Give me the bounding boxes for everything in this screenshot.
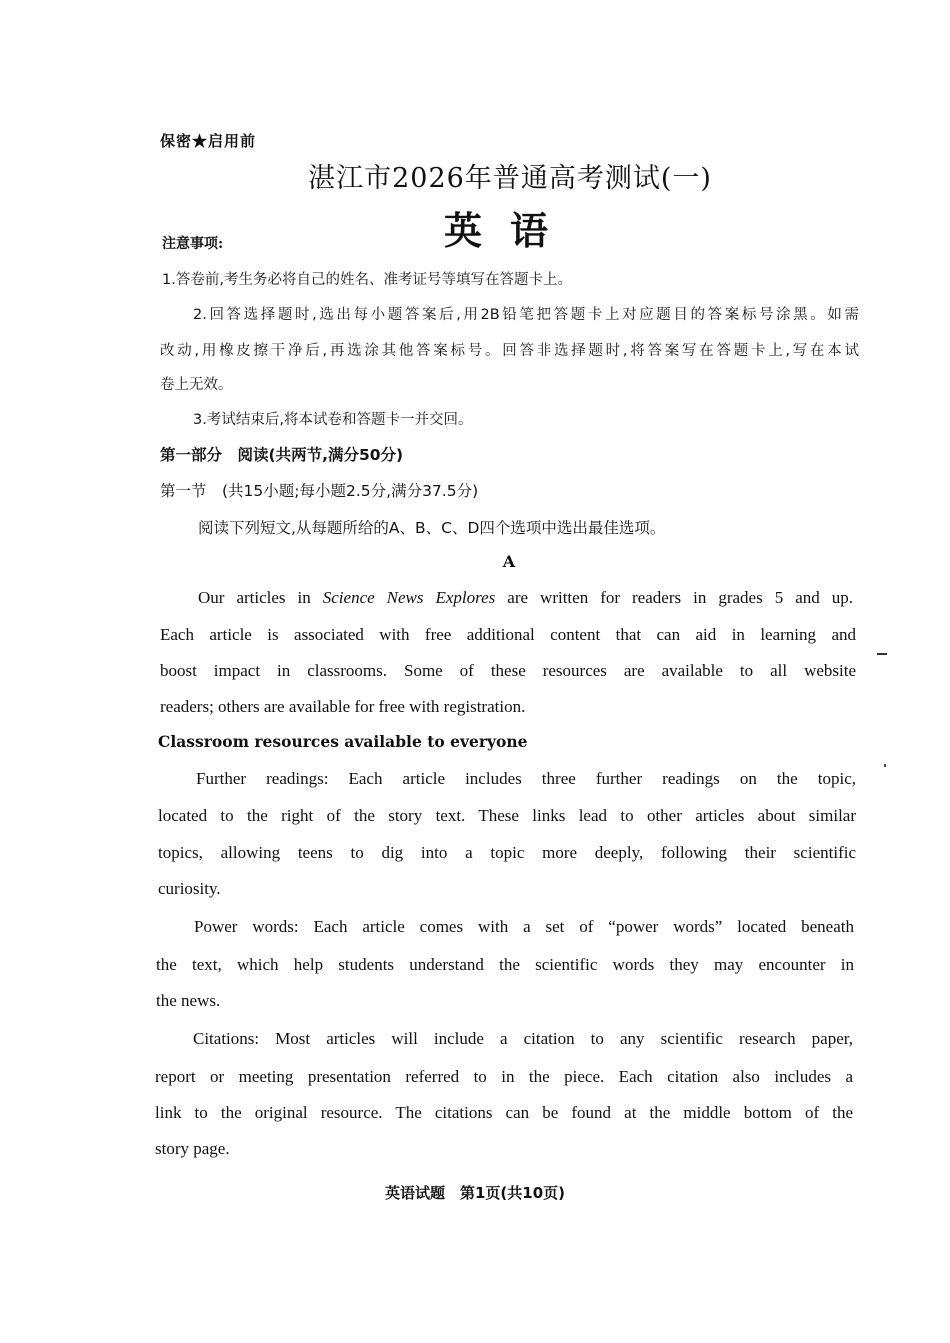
page-footer: 英语试题 第1页(共10页): [384, 1184, 566, 1202]
p2-line-1: Further readings: Each article includes three further readings on the topic,: [196, 769, 856, 788]
confidential-label: 保密★启用前: [160, 132, 257, 150]
magazine-name: Science News Explores: [322, 588, 496, 607]
p4-line-1: Citations: Most articles will include a citation to any scientific research paper,: [193, 1029, 853, 1048]
p4-line-3: link to the original resource. The citations can be found at the middle bottom of the: [155, 1103, 853, 1122]
passage-label: A: [502, 552, 516, 571]
notice-line-1: 1.答卷前,考生务必将自己的姓名、准考证号等填写在答题卡上。: [162, 272, 572, 288]
notice-line-2: 2.回答选择题时,选出每小题答案后,用2B铅笔把答题卡上对应题目的答案标号涂黑。如需: [193, 307, 859, 323]
p1-line-4: readers; others are available for free with registration.: [160, 697, 526, 716]
notice-line-4: 卷上无效。: [160, 377, 233, 393]
notice-line-3: 改动,用橡皮擦干净后,再选涂其他答案标号。回答非选择题时,将答案写在答题卡上,写在本试: [160, 343, 859, 359]
p3-line-2: the text, which help students understand the scientific words they may encounter in: [156, 955, 854, 974]
p3-line-1: Power words: Each article comes with a set of “power words” located beneath: [194, 917, 854, 936]
instruction: 阅读下列短文,从每题所给的A、B、C、D四个选项中选出最佳选项。: [198, 519, 666, 537]
p1-line-3: boost impact in classrooms. Some of these resources are available to all website: [160, 661, 856, 680]
subject-title: 英语: [443, 208, 576, 253]
p2-line-4: curiosity.: [158, 879, 221, 898]
p4-line-4: story page.: [155, 1139, 230, 1158]
p2-line-3: topics, allowing teens to dig into a topic more deeply, following their scientific: [158, 843, 856, 862]
p1-line-1-after: are written for readers in grades 5 and up.: [495, 588, 853, 607]
scan-mark: [877, 653, 887, 655]
part-title: 第一部分 阅读(共两节,满分50分): [160, 446, 404, 464]
p4-line-2: report or meeting presentation referred to in the piece. Each citation also includes a: [155, 1067, 853, 1086]
p1-line-1-before: Our articles in: [198, 588, 323, 607]
p2-line-2: located to the right of the story text. These links lead to other articles about similar: [158, 806, 856, 825]
p1-line-1: [198, 588, 853, 608]
exam-title: 湛江市2026年普通高考测试(一): [308, 163, 712, 194]
notice-heading: 注意事项:: [162, 236, 224, 252]
notice-line-5: 3.考试结束后,将本试卷和答题卡一并交回。: [193, 412, 473, 428]
section-title: 第一节 (共15小题;每小题2.5分,满分37.5分): [160, 482, 479, 500]
section-subheading: Classroom resources available to everyone: [158, 732, 528, 751]
p1-line-2: Each article is associated with free additional content that can aid in learning and: [160, 625, 856, 644]
scan-dot: [884, 764, 886, 767]
p3-line-3: the news.: [156, 991, 221, 1010]
